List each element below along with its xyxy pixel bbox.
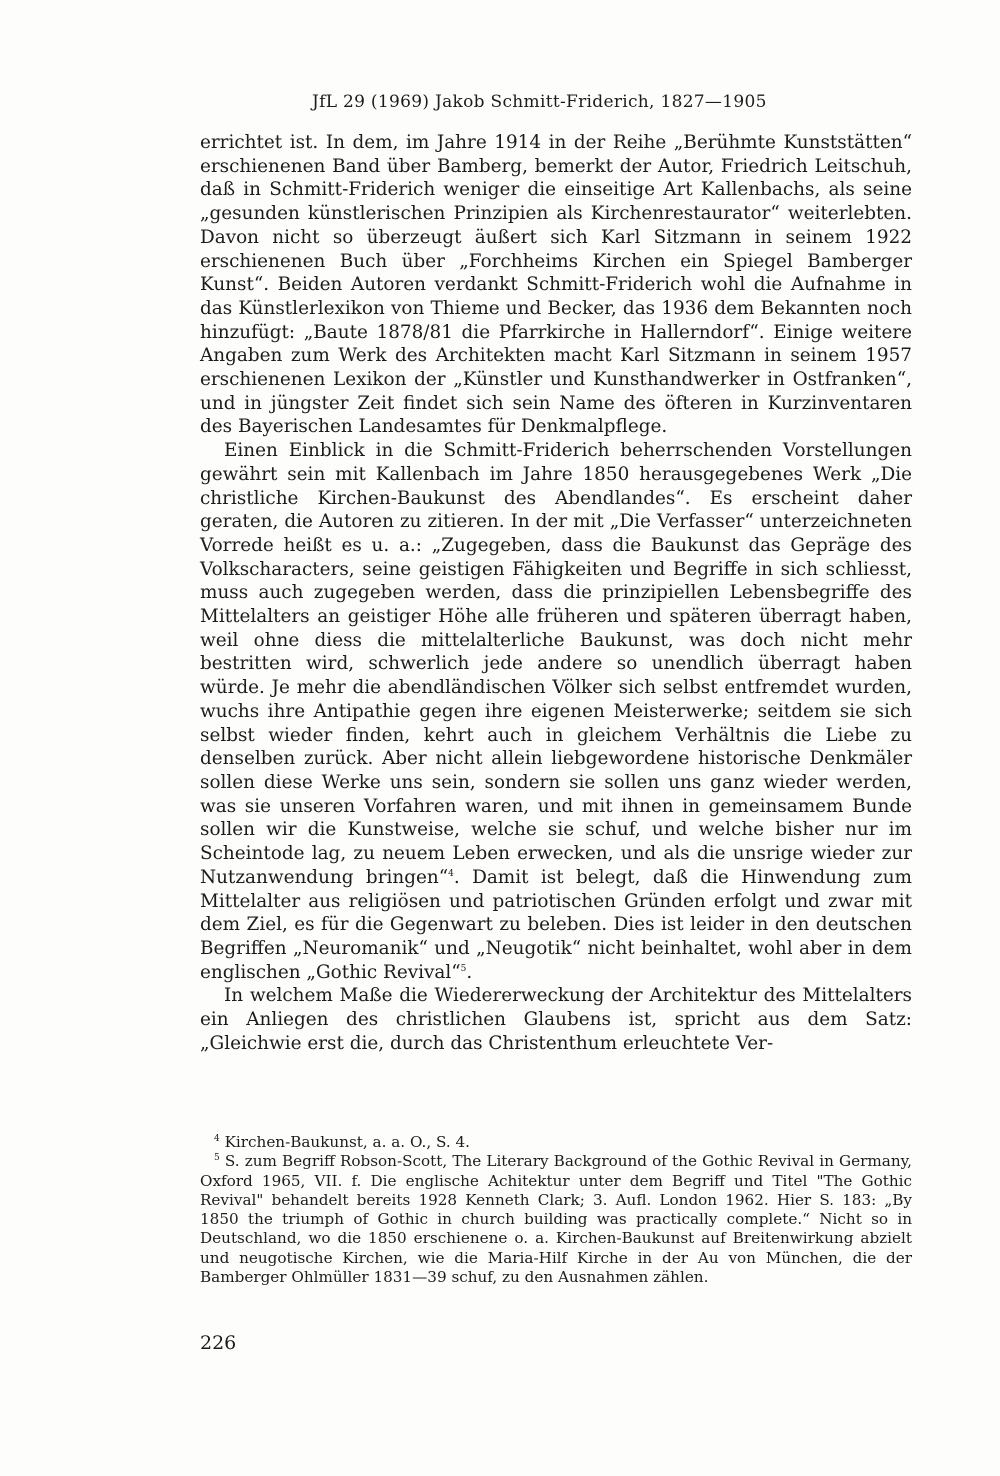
paragraph-2 [200, 439, 912, 984]
footnote-marker-4: 4 [214, 1133, 220, 1144]
paragraph-1 [200, 131, 912, 439]
footnote-reference-5[interactable]: 5 [460, 963, 467, 974]
footnotes [200, 1133, 912, 1287]
footnote-4-text: Kirchen-Baukunst, a. a. O., S. 4. [224, 1133, 471, 1151]
paragraph-3-text: In welchem Maße die Wiedererweckung der Architektur des Mittelalters ein Anliegen des christlichen Glaubens ist, spricht aus dem Satz: „Gleichwie erst die, durch das Christenthum erleuchtete Ver- [200, 985, 912, 1054]
footnote-4 [200, 1133, 912, 1152]
footnote-5 [200, 1152, 912, 1287]
page-number: 226 [200, 1332, 237, 1354]
footnote-reference-4[interactable]: 4 [448, 868, 454, 879]
paragraph-3 [200, 984, 912, 1055]
running-head: JfL 29 (1969) Jakob Schmitt-Friderich, 1827—1905 [312, 92, 767, 112]
body-text [200, 131, 912, 1055]
paragraph-2-end: . [466, 961, 473, 983]
paragraph-1-text: errichtet ist. In dem, im Jahre 1914 in der Reihe „Berühmte Kunststätten“ erschienenen Band über Bamberg, bemerkt der Autor, Friedrich Leitschuh, daß in Schmitt-Friderich weniger die einseitige Art Kallenbachs, als seine „gesunden künstlerischen Prinzipien als Kirchenrestaurator“ weiterlebten. Davon nicht so überzeugt äußert sich Karl Sitzmann in seinem 1922 erschienenen Buch über „Forchheims Kirchen ein Spiegel Bamberger Kunst“. Beiden Autoren verdankt Schmitt-Friderich wohl die Aufnahme in das Künstlerlexikon von Thieme und Becker, das 1936 dem Bekannten noch hinzufügt: „Baute 1878/81 die Pfarrkirche in Hallerndorf“. Einige weitere Angaben zum Werk des Architekten macht Karl Sitzmann in seinem 1957 erschienenen Lexikon der „Künstler und Kunsthandwerker in Ostfranken“, und in jüngster Zeit findet sich sein Name des öfteren in Kurzinventaren des Bayerischen Landesamtes für Denkmalpflege. [200, 132, 912, 438]
paragraph-2-text: Einen Einblick in die Schmitt-Friderich beherrschenden Vorstellungen gewährt sein mit Kallenbach im Jahre 1850 herausgegebenes Werk „Die christliche Kirchen-Baukunst des Abendlandes“. Es erscheint daher geraten, die Autoren zu zitieren. In der mit „Die Verfasser“ unterzeichneten Vorrede heißt es u. a.: „Zugegeben, dass die Baukunst das Gepräge des Volkscharacters, seine geistigen Fähigkeiten und Begriffe in sich schliesst, muss auch zugegeben werden, dass die prinzipiellen Lebensbegriffe des Mittelalters an geistiger Höhe alle früheren und späteren überragt haben, weil ohne diess die mittelalterliche Baukunst, was doch nicht mehr bestritten wird, schwerlich jede andere so unendlich überragt haben würde. Je mehr die abendländischen Völker sich selbst entfremdet wurden, wuchs ihre Antipathie gegen ihre eigenen Meisterwerke; seitdem sie sich selbst wieder finden, kehrt auch in gleichem Verhältnis die Liebe zu denselben zurück. Aber nicht allein liebgewordene historische Denkmäler sollen diese Werke uns sein, sondern sie sollen uns ganz wieder werden, was sie unseren Vorfahren waren, und mit ihnen in gemeinsamem Bunde sollen wir die Kunstweise, welche sie schuf, und welche bisher nur im Scheintode lag, zu neuem Leben erwecken, und als die unsrige wieder zur Nutzanwendung bringen“ [200, 440, 912, 888]
paragraph-2-continuation: . Damit ist belegt, daß die Hinwendung zum Mittelalter aus religiösen und patriotischen Gründen erfolgt und zwar mit dem Ziel, es für die Gegenwart zu beleben. Dies ist leider in den deutschen Begriffen „Neuromanik“ und „Neugotik“ nicht beinhaltet, wohl aber in dem englischen „Gothic Revival“ [200, 866, 912, 983]
footnote-5-text: S. zum Begriff Robson-Scott, The Literary Background of the Gothic Revival in Germany, Oxford 1965, VII. f. Die englische Achitektur unter dem Begriff und Titel "The Gothic Revival" behandelt bereits 1928 Kenneth Clark; 3. Aufl. London 1962. Hier S. 183: „By 1850 the triumph of Gothic in church building was practically complete.“ Nicht so in Deutschland, wo die 1850 erschienene o. a. Kirchen-Baukunst auf Breitenwirkung abzielt und neugotische Kirchen, wie die Maria-Hilf Kirche in der Au von München, die der Bamberger Ohlmüller 1831—39 schuf, zu den Ausnahmen zählen. [200, 1152, 913, 1287]
footnote-marker-5: 5 [214, 1153, 220, 1164]
